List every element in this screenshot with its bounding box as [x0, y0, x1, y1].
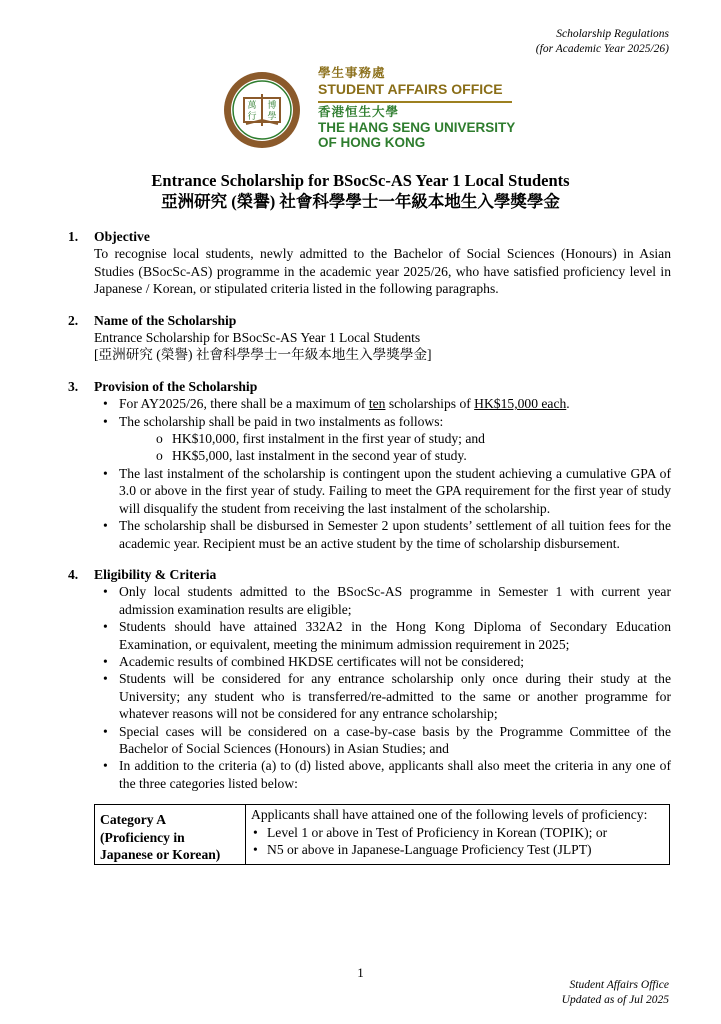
- bullet-icon: •: [103, 653, 108, 669]
- circle-bullet-icon: o: [156, 448, 163, 464]
- scholarship-count: ten: [368, 396, 386, 412]
- university-name-en-2: OF HONG KONG: [318, 135, 426, 150]
- list-item: • Only local students admitted to the BSocSc-AS programme in Semester 1 with current year admission examination results are eligible;: [103, 584, 671, 617]
- list-item: • The scholarship shall be disbursed in Semester 2 upon students’ settlement of all tuition fees for the academic year. Recipient must be an active student by the time of scholarship disbursement.: [103, 518, 671, 551]
- office-name-zh: 學生事務處: [318, 66, 386, 80]
- eligibility-list: [94, 583, 671, 792]
- instalment-list: [119, 430, 671, 465]
- university-seal-logo: [222, 70, 302, 150]
- section-number: 4.: [68, 566, 79, 582]
- category-table: [94, 804, 670, 865]
- category-label-cell: [95, 805, 246, 865]
- scholarship-name-zh: [亞洲研究 (榮譽) 社會科學學士一年級本地生入學獎學金]: [94, 347, 432, 363]
- category-label: Japanese or Korean): [100, 847, 221, 862]
- title-zh: 亞洲研究 (榮譽) 社會科學學士一年級本地生入學獎學金: [161, 192, 560, 211]
- table-row: [95, 805, 670, 865]
- list-item: o HK$10,000, first instalment in the first year of study; and: [156, 431, 485, 447]
- section-objective: [68, 228, 671, 298]
- list-item: o HK$5,000, last instalment in the second year of study.: [156, 448, 467, 464]
- bullet-icon: •: [103, 671, 108, 687]
- office-name-en: STUDENT AFFAIRS OFFICE: [318, 81, 503, 97]
- university-name-en-1: THE HANG SENG UNIVERSITY: [318, 120, 516, 135]
- document-title: [0, 171, 721, 213]
- section-eligibility: [68, 566, 671, 866]
- section-heading: Provision of the Scholarship: [94, 378, 258, 394]
- footer-office: Student Affairs Office: [569, 979, 669, 991]
- svg-text:行: 行: [247, 112, 257, 122]
- section-provision: [68, 378, 671, 552]
- list-item: • Academic results of combined HKDSE certificates will not be considered;: [103, 653, 525, 669]
- category-label: (Proficiency in: [100, 829, 185, 845]
- bullet-icon: •: [103, 584, 108, 600]
- footer-updated: Updated as of Jul 2025: [561, 994, 669, 1006]
- header-line-regulations: Scholarship Regulations: [556, 28, 669, 40]
- list-item: • For AY2025/26, there shall be a maximum of ten scholarships of HK$15,000 each.: [103, 396, 570, 412]
- bullet-icon: •: [103, 723, 108, 739]
- bullet-icon: •: [253, 824, 258, 840]
- svg-text:萬: 萬: [247, 101, 257, 111]
- section-paragraph: To recognise local students, newly admitted to the Bachelor of Social Sciences (Honours) in Asian Studies (BSocSc-AS) programme in the academic year 2025/26, who have satisfied proficiency level in Japanese / Korean, or stipulated criteria listed in the following paragraphs.: [94, 246, 671, 297]
- section-heading: Objective: [94, 229, 150, 244]
- svg-text:博: 博: [267, 101, 277, 111]
- section-number: 2.: [68, 312, 79, 328]
- header-line-academic-year: (for Academic Year 2025/26): [535, 43, 669, 55]
- list-item: • Special cases will be considered on a case-by-case basis by the Programme Committee of the Bachelor of Social Sciences (Honours) in Asian Studies; and: [103, 723, 671, 756]
- office-name-block: [318, 66, 503, 98]
- bullet-icon: •: [103, 465, 108, 481]
- document-body: [68, 228, 671, 879]
- criteria-intro: Applicants shall have attained one of the following levels of proficiency:: [251, 807, 648, 823]
- list-item: • N5 or above in Japanese-Language Proficiency Test (JLPT): [253, 842, 592, 857]
- section-scholarship-name: [68, 312, 671, 364]
- list-item: • The last instalment of the scholarship is contingent upon the student achieving a cumulative GPA of 3.0 or above in the first year of study. Failing to meet the GPA requirement for the first year of study will disqualify the student from receiving the last instalment of the scholarship.: [103, 465, 671, 516]
- university-name-block: [318, 104, 515, 150]
- bullet-icon: •: [103, 518, 108, 534]
- category-criteria-cell: [246, 805, 670, 865]
- category-label: Category A: [100, 812, 167, 828]
- document-header: [536, 27, 669, 57]
- circle-bullet-icon: o: [156, 431, 163, 447]
- bullet-icon: •: [103, 413, 108, 429]
- bullet-icon: •: [103, 396, 108, 412]
- list-item: • Students will be considered for any entrance scholarship only once during their study at the University; any student who is transferred/re-admitted to the same or another programme for whatever reasons will not be considered for any entrance scholarship;: [103, 671, 671, 722]
- scholarship-amount: HK$15,000 each: [474, 396, 567, 412]
- section-number: 1.: [68, 229, 79, 244]
- section-heading: Eligibility & Criteria: [94, 566, 217, 582]
- provision-list: [94, 395, 671, 552]
- document-footer: [562, 978, 669, 1008]
- title-en: Entrance Scholarship for BSocSc-AS Year 1 Local Students: [151, 171, 570, 190]
- list-item: • Students should have attained 332A2 in the Hong Kong Diploma of Secondary Education Examination, or equivalent, meeting the minimum admission requirement in 2025;: [103, 619, 671, 652]
- list-item: • In addition to the criteria (a) to (d) listed above, applicants shall also meet the criteria in any one of the three categories listed below:: [103, 758, 671, 791]
- bullet-icon: •: [103, 619, 108, 635]
- scholarship-name-en: Entrance Scholarship for BSocSc-AS Year 1 Local Students: [94, 330, 421, 346]
- bullet-icon: •: [103, 758, 108, 774]
- section-number: 3.: [68, 378, 79, 394]
- list-item: • Level 1 or above in Test of Proficiency in Korean (TOPIK); or: [253, 824, 608, 840]
- criteria-list: [251, 824, 664, 859]
- logo-divider: [318, 101, 512, 103]
- section-heading: Name of the Scholarship: [94, 312, 237, 328]
- university-name-zh: 香港恒生大學: [318, 105, 400, 119]
- bullet-icon: •: [253, 842, 258, 857]
- page-number: 1: [357, 965, 364, 980]
- svg-text:學: 學: [267, 112, 277, 122]
- list-item: • The scholarship shall be paid in two instalments as follows: o HK$10,000, first instalment in the first year of study; and o HK$5,000, last instalment in the second year of study.: [94, 413, 671, 465]
